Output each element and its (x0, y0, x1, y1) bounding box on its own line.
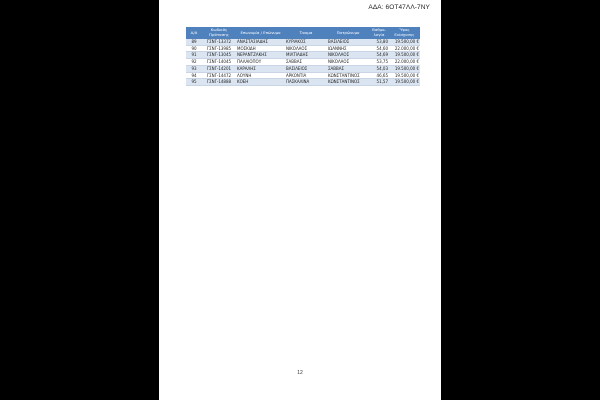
cell-score: 54,03 (369, 65, 389, 72)
cell-fathers-name: ΙΩΑΝΝΗΣ (327, 45, 369, 52)
cell-fathers-name: ΣΑΒΒΑΣ (327, 65, 369, 72)
cell-company-surname: ΝΕΡΑΝΤΖΑΚΗΣ (236, 52, 285, 59)
table-row (186, 72, 420, 79)
cell-aa: 90 (186, 45, 202, 52)
cell-score: 54,60 (369, 45, 389, 52)
cell-proposal-code: ΓΣΝΓ-14201 (202, 65, 236, 72)
document-page (159, 0, 441, 400)
column-header-score: Βαθμο-λογία (369, 27, 389, 39)
cell-grant-amount: 22.000,00 € (389, 45, 420, 52)
cell-fathers-name: ΝΙΚΟΛΑΟΣ (327, 59, 369, 66)
cell-grant-amount: 19.500,00 € (389, 72, 420, 79)
cell-fathers-name: ΚΩΝΣΤΑΝΤΙΝΟΣ (327, 72, 369, 79)
cell-aa: 89 (186, 39, 202, 45)
cell-first-name: ΚΥΡΙΑΚΟΣ (285, 39, 327, 45)
cell-aa: 94 (186, 72, 202, 79)
cell-aa: 91 (186, 52, 202, 59)
cell-grant-amount: 19.500,00 € (389, 65, 420, 72)
cell-aa: 93 (186, 65, 202, 72)
cell-aa: 92 (186, 59, 202, 66)
cell-score: 51,57 (369, 79, 389, 86)
cell-grant-amount: 19.500,00 € (389, 79, 420, 86)
cell-proposal-code: ΓΣΝΓ-14472 (202, 72, 236, 79)
cell-aa: 95 (186, 79, 202, 86)
cell-company-surname: ΠΑΛΑΙΟΠΟΥ (236, 59, 285, 66)
table-row (186, 65, 420, 72)
cell-score: 54,69 (369, 52, 389, 59)
cell-company-surname: ΜΟΣΚΙΔΗ (236, 45, 285, 52)
beneficiaries-table (186, 27, 420, 86)
column-header-grant-amount: Ύψος Ενίσχυσης (389, 27, 420, 39)
cell-first-name: ΒΑΣΙΛΕΙΟΣ (285, 65, 327, 72)
cell-company-surname: ΚΟΕΗ (236, 79, 285, 86)
cell-proposal-code: ΓΣΝΓ-14888 (202, 79, 236, 86)
table-row (186, 79, 420, 86)
column-header-fathers-name: Πατρώνυμο (327, 27, 369, 39)
table-row (186, 59, 420, 66)
cell-fathers-name: ΒΑΣΙΛΕΙΟΣ (327, 39, 369, 45)
table-row (186, 39, 420, 45)
cell-fathers-name: ΝΙΚΟΛΑΟΣ (327, 52, 369, 59)
cell-proposal-code: ΓΣΝΓ-13372 (202, 39, 236, 45)
table-row (186, 52, 420, 59)
cell-proposal-code: ΓΣΝΓ-14045 (202, 59, 236, 66)
cell-grant-amount: 19.500,00 € (389, 52, 420, 59)
column-header-aa: Α/Α (186, 27, 202, 39)
cell-proposal-code: ΓΣΝΓ-13045 (202, 52, 236, 59)
column-header-company-surname: Επωνυμία / Επώνυμο (236, 27, 285, 39)
cell-first-name: ΠΑΣΚΑΛΙΝΑ (285, 79, 327, 86)
column-header-proposal-code: Κωδικός Πρότασης (202, 27, 236, 39)
cell-grant-amount: 22.000,00 € (389, 59, 420, 66)
table-row (186, 45, 420, 52)
ada-code: ΑΔΑ: 6ΟΤ47ΛΛ-7ΝΥ (368, 4, 430, 11)
cell-fathers-name: ΚΩΝΣΤΑΝΤΙΝΟΣ (327, 79, 369, 86)
cell-company-surname: ΛΟΥΝΗ (236, 72, 285, 79)
cell-first-name: ΣΑΒΒΑΣ (285, 59, 327, 66)
cell-score: 53,75 (369, 59, 389, 66)
column-header-first-name: Όνομα (285, 27, 327, 39)
cell-score: 46,65 (369, 72, 389, 79)
cell-first-name: ΝΙΚΟΛΑΟΣ (285, 45, 327, 52)
cell-score: 53,80 (369, 39, 389, 45)
cell-first-name: ΑΡΚΟΝΤΙΑ (285, 72, 327, 79)
page-number: 12 (297, 370, 303, 376)
cell-company-surname: ΑΝΑΣΤΑΣΙΑΔΗΣ (236, 39, 285, 45)
cell-proposal-code: ΓΣΝΓ-13985 (202, 45, 236, 52)
table-header-row (186, 27, 420, 39)
cell-grant-amount: 19.500,00 € (389, 39, 420, 45)
cell-company-surname: ΚΑΡΑΛΗΣ (236, 65, 285, 72)
cell-first-name: ΜΙΛΤΙΑΔΗΣ (285, 52, 327, 59)
